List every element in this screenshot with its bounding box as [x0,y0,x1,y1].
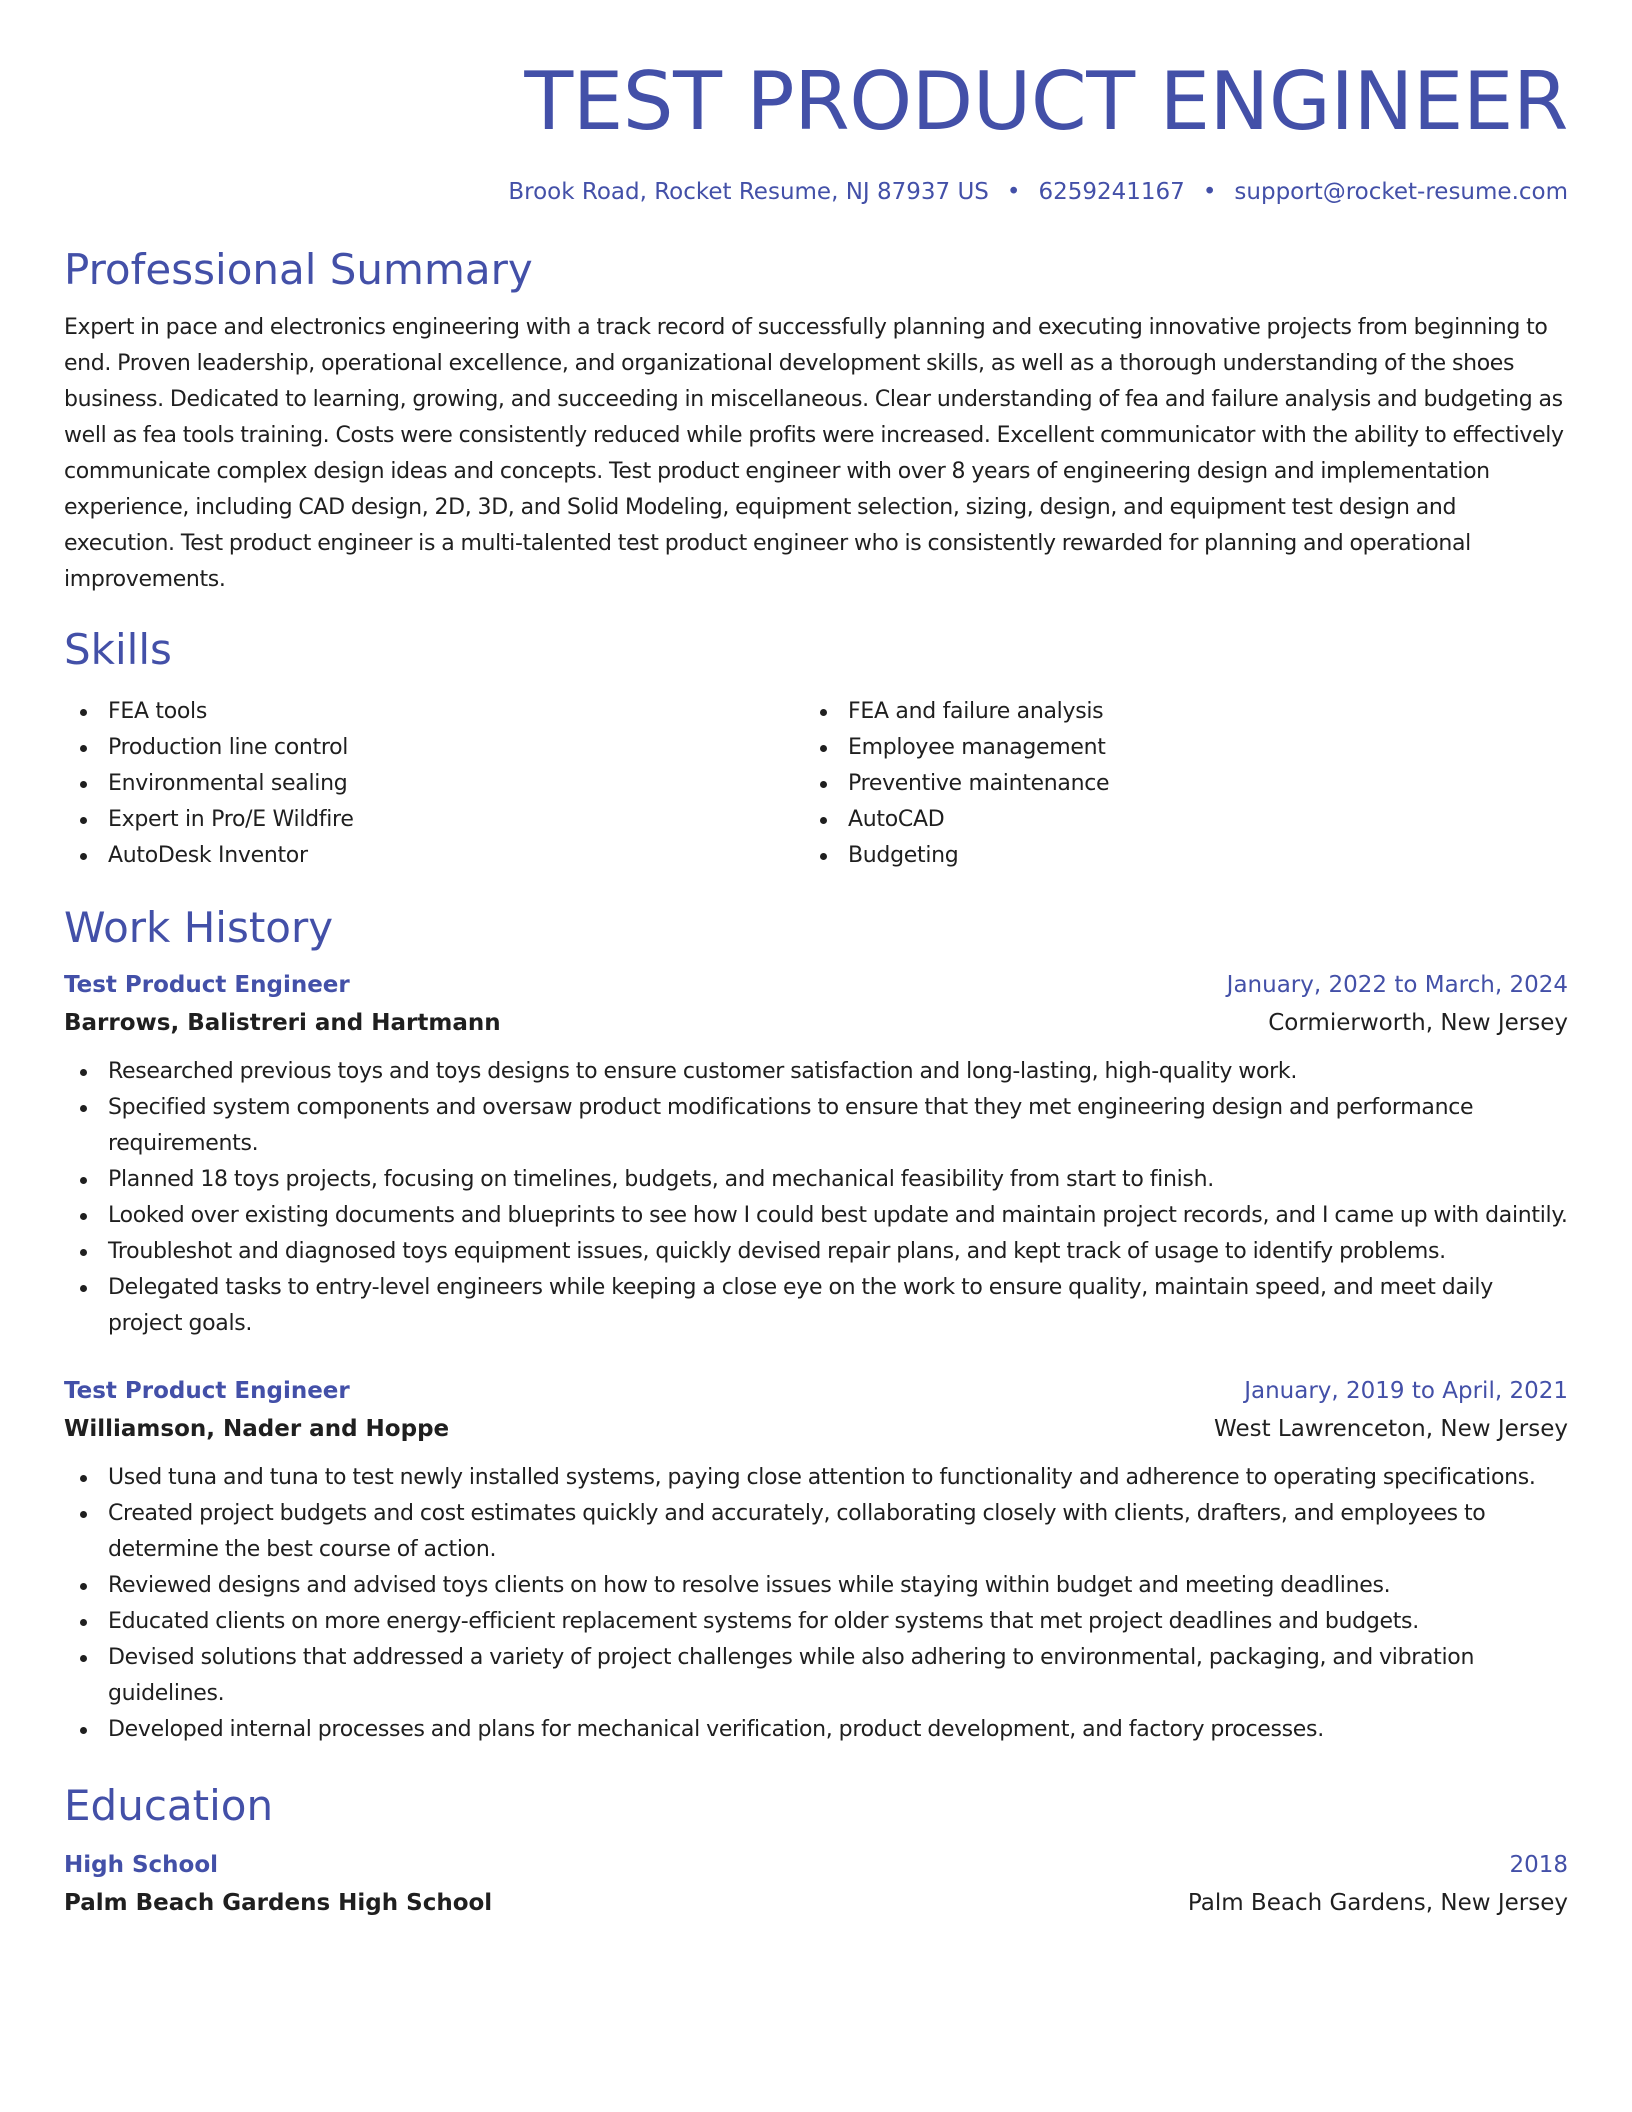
skill-item: FEA and failure analysis [804,694,1544,730]
work-history-section [64,900,1568,1748]
section-title-education: Education [64,1781,274,1830]
education-school-row [64,1884,1568,1922]
job-entry [64,966,1568,1342]
professional-summary-section [64,242,1568,598]
skill-item: AutoDesk Inventor [64,838,804,874]
job-bullet: Delegated tasks to entry-level engineers while keeping a close eye on the work to ensure quality, maintain speed, and meet daily project goals. [64,1270,1568,1342]
education-entry [64,1846,1568,1922]
skill-item: AutoCAD [804,802,1544,838]
skill-item: Expert in Pro/E Wildfire [64,802,804,838]
skill-item: Budgeting [804,838,1544,874]
skill-item: Employee management [804,730,1544,766]
skills-grid [64,694,1568,874]
contact-email: support@rocket-resume.com [1234,179,1568,205]
job-bullet: Troubleshot and diagnosed toys equipment issues, quickly devised repair plans, and kept track of usage to identify problems. [64,1234,1568,1270]
skills-column-right [804,694,1544,874]
job-company-row [64,1410,1568,1448]
section-title-summary: Professional Summary [64,245,533,294]
summary-text: Expert in pace and electronics engineering with a track record of successfully planning and executing innovative projects from beginning to end. Proven leadership, operational excellence, and organizational development skills, as well as a thorough understanding of the shoes business. Dedicated to learning, growing, and succeeding in miscellaneous. Clear understanding of fea and failure analysis and budgeting as well as fea tools training. Costs were consistently reduced while profits were increased. Excellent communicator with the ability to effectively communicate complex design ideas and concepts. Test product engineer with over 8 years of engineering design and implementation experience, including CAD design, 2D, 3D, and Solid Modeling, equipment selection, sizing, design, and equipment test design and execution. Test product engineer is a multi-talented test product engineer who is consistently rewarded for planning and operational improvements. [64,315,1564,592]
job-bullets [64,1460,1568,1748]
job-bullet: Researched previous toys and toys designs to ensure customer satisfaction and long-lasting, high-quality work. [64,1054,1568,1090]
job-location: West Lawrenceton, New Jersey [1214,1416,1568,1442]
contact-address: Brook Road, Rocket Resume, NJ 87937 US [508,179,989,205]
job-bullets [64,1054,1568,1342]
job-bullet: Created project budgets and cost estimates quickly and accurately, collaborating closely with clients, drafters, and employees to determine the best course of action. [64,1496,1568,1568]
job-dates: January, 2019 to April, 2021 [1244,1378,1568,1404]
education-section [64,1778,1568,1922]
job-bullet: Reviewed designs and advised toys clients on how to resolve issues while staying within budget and meeting deadlines. [64,1568,1568,1604]
job-company: Barrows, Balistreri and Hartmann [64,1010,501,1036]
job-title: Test Product Engineer [64,1378,350,1404]
skill-item: FEA tools [64,694,804,730]
job-header-row [64,966,1568,1004]
job-bullet: Planned 18 toys projects, focusing on timelines, budgets, and mechanical feasibility from start to finish. [64,1162,1568,1198]
section-title-work: Work History [64,903,334,952]
job-bullet: Devised solutions that addressed a variety of project challenges while also adhering to environmental, packaging, and vibration guidelines. [64,1640,1568,1712]
job-bullet: Specified system components and oversaw product modifications to ensure that they met engineering design and performance requirements. [64,1090,1568,1162]
education-location: Palm Beach Gardens, New Jersey [1187,1890,1568,1916]
job-bullet: Developed internal processes and plans for mechanical verification, product development, and factory processes. [64,1712,1568,1748]
skills-section [64,622,1568,874]
job-header-row [64,1372,1568,1410]
contact-phone: 6259241167 [1038,179,1185,205]
job-bullet: Educated clients on more energy-efficient replacement systems for older systems that met project deadlines and budgets. [64,1604,1568,1640]
job-location: Cormierworth, New Jersey [1268,1010,1568,1036]
contact-separator: • [1202,179,1217,205]
job-bullet: Used tuna and tuna to test newly installed systems, paying close attention to functionality and adherence to operating specifications. [64,1460,1568,1496]
job-entry [64,1372,1568,1748]
skill-item: Environmental sealing [64,766,804,802]
candidate-name: TEST PRODUCT ENGINEER [524,55,1568,148]
job-company-row [64,1004,1568,1042]
skill-item: Preventive maintenance [804,766,1544,802]
job-title: Test Product Engineer [64,972,350,998]
contact-info [64,176,1568,208]
education-school: Palm Beach Gardens High School [64,1890,493,1916]
education-degree: High School [64,1852,219,1878]
skills-column-left [64,694,804,874]
skill-item: Production line control [64,730,804,766]
education-year: 2018 [1509,1852,1568,1878]
job-dates: January, 2022 to March, 2024 [1226,972,1568,998]
section-title-skills: Skills [64,625,172,674]
education-header-row [64,1846,1568,1884]
job-company: Williamson, Nader and Hoppe [64,1416,450,1442]
job-bullet: Looked over existing documents and blueprints to see how I could best update and maintain project records, and I came up with daintily. [64,1198,1568,1234]
contact-separator: • [1006,179,1021,205]
